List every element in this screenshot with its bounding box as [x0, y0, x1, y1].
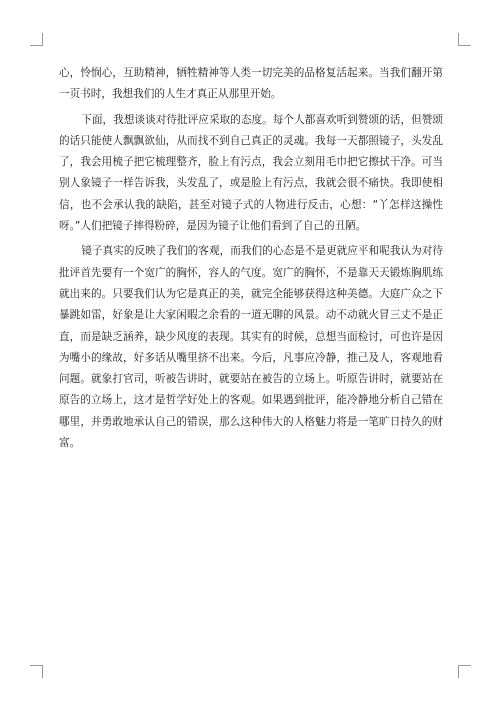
paragraph-2: 下面，我想谈谈对待批评应采取的态度。每个人都喜欢听到赞颂的话，但赞颂的话只能使人飘飘欲仙，从而找不到自己真正的灵魂。我每一天都照镜子，头发乱了，我会用梳子把它梳理整齐，脸上有污点，我会立刻用毛巾把它擦拭干净。可当别人象镜子一样告诉我，头发乱了，或是脸上有污点，我就会很不痛快。我即使相信，也不会承认我的缺陷，甚至对镜子式的人物进行反击，心想：“丫怎样这操性呀。”人们把镜子摔得粉碎，是因为镜子让他们看到了自己的丑陋。 [59, 113, 443, 233]
paragraph-3: 镜子真实的反映了我们的客观，而我们的心态是不是更就应平和呢我认为对待批评首先要有一个宽广的胸怀，容人的气度。宽广的胸怀，不是靠天天锻炼胸肌练就出来的。只要我们认为它是真正的美，就完全能够获得这种美德。大庭广众之下暴跳如雷，好象是让大家闲暇之余看的一道无聊的风景。动不动就火冒三丈不是正直，而是缺乏涵养，缺少风度的表现。其实有的时候，总想当面检讨，可也许是因为嘴小的缘故，好多话从嘴里挤不出来。今后，凡事应冷静，推己及人，客观地看问题。就象打官司，听被告讲时，就要站在被告的立场上。听原告讲时，就要站在原告的立场上，这才是哲学好处上的客观。如果遇到批评，能冷静地分析自己错在哪里，并勇敢地承认自己的错误，那么这种伟大的人格魅力将是一笔旷日持久的财富。 [59, 245, 443, 450]
crop-mark-bottom-left [30, 665, 43, 678]
crop-mark-bottom-right [458, 665, 471, 678]
document-body[interactable] [59, 63, 443, 458]
crop-mark-top-left [30, 33, 43, 46]
paragraph-1: 心，怜悯心，互助精神，牺牲精神等人类一切完美的品格复活起来。当我们翻开第一页书时，我想我们的人生才真正从那里开始。 [59, 67, 443, 101]
crop-mark-top-right [458, 33, 471, 46]
